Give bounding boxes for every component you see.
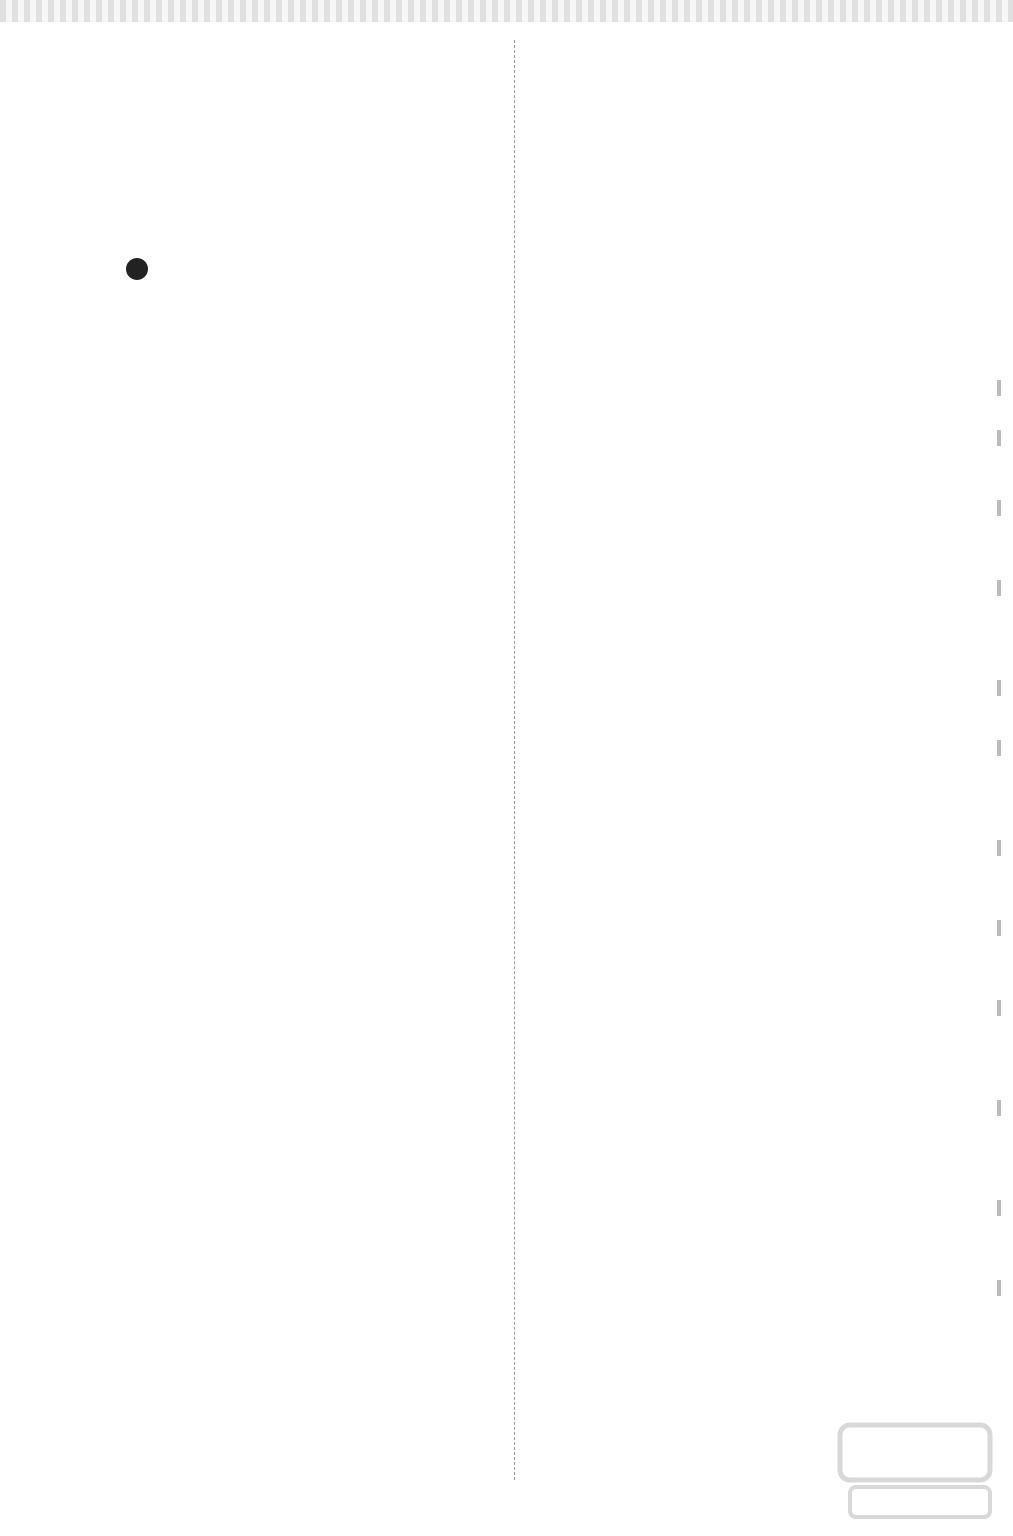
column-divider [514, 40, 515, 1480]
page-footer [0, 1495, 1013, 1516]
top-decorative-border [0, 0, 1013, 22]
section-heading [126, 258, 154, 288]
section-number-badge [126, 258, 148, 280]
page-edge-marks [997, 380, 1007, 1380]
